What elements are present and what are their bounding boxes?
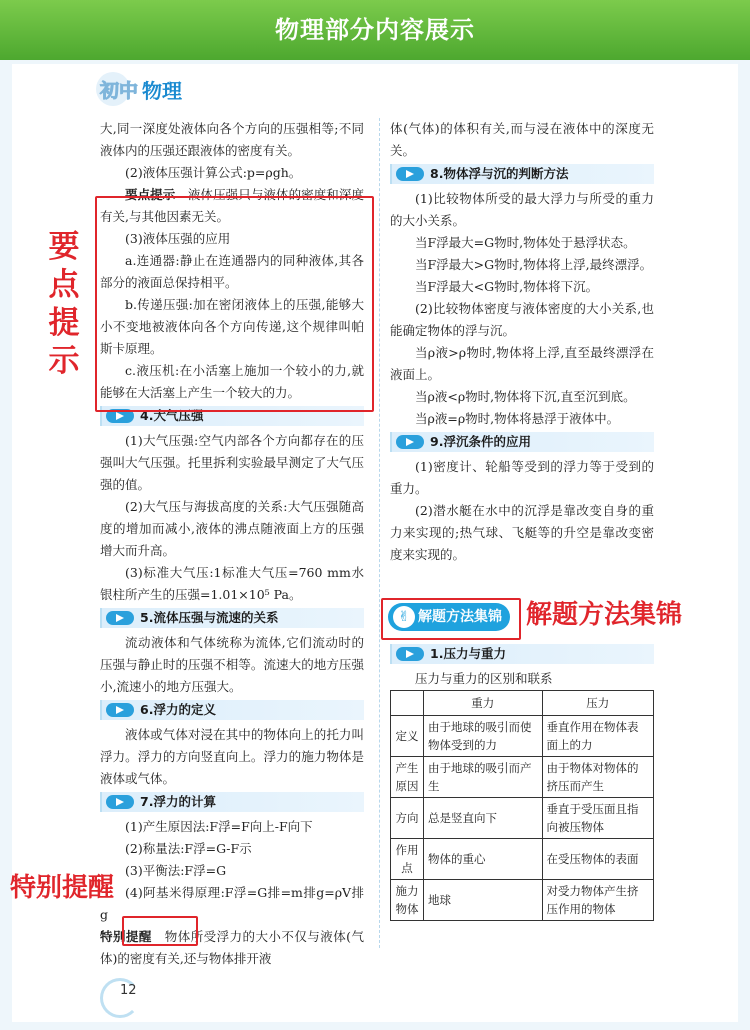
tip-label: 要点提示 bbox=[125, 187, 176, 202]
arrow-icon bbox=[106, 795, 134, 809]
table-header-row bbox=[391, 691, 654, 716]
paragraph: (1)密度计、轮船等受到的浮力等于受到的重力。 bbox=[390, 459, 654, 496]
logo-grade: 初中 bbox=[100, 79, 139, 102]
special-label: 特别提醒 bbox=[100, 929, 152, 944]
paragraph: (2)液体压强计算公式:p=ρgh。 bbox=[125, 165, 302, 180]
paragraph: b.传递压强:加在密闭液体上的压强,能够大小不变地被液体向各个方向传递,这个规律叫帕斯卡原理。 bbox=[100, 297, 364, 356]
section-heading bbox=[390, 644, 654, 664]
section-title: 5.流体压强与流速的关系 bbox=[140, 610, 279, 625]
table-cell: 由于物体对物体的挤压而产生 bbox=[542, 757, 654, 798]
subject-logo bbox=[96, 72, 182, 106]
annotation-method: 解题方法集锦 bbox=[526, 600, 683, 630]
table-cell: 对受力物体产生挤压作用的物体 bbox=[542, 880, 654, 921]
table-cell: 物体的重心 bbox=[424, 839, 543, 880]
paragraph: (2)潜水艇在水中的沉浮是靠改变自身的重力来实现的;热气球、飞艇等的升空是靠改变密度来实现的。 bbox=[390, 503, 654, 562]
section-title: 9.浮沉条件的应用 bbox=[430, 434, 531, 449]
arrow-icon bbox=[396, 435, 424, 449]
section-title: 1.压力与重力 bbox=[430, 646, 506, 661]
formula: (3)平衡法:F浮=G bbox=[125, 863, 227, 878]
table-header: 压力 bbox=[542, 691, 654, 716]
formula: (2)称量法:F浮=G-F示 bbox=[125, 841, 252, 856]
table-cell: 由于地球的吸引而使物体受到的力 bbox=[424, 716, 543, 757]
paragraph: 当F浮最大=G物时,物体处于悬浮状态。 bbox=[415, 235, 636, 250]
paragraph: 当ρ液=ρ物时,物体将悬浮于液体中。 bbox=[415, 411, 620, 426]
formula: (1)产生原因法:F浮=F向上-F向下 bbox=[125, 819, 313, 834]
table-cell: 产生原因 bbox=[391, 757, 424, 798]
column-divider bbox=[379, 118, 380, 948]
table-cell: 在受压物体的表面 bbox=[542, 839, 654, 880]
paragraph: 压力与重力的区别和联系 bbox=[415, 671, 553, 686]
paragraph: 当ρ液>ρ物时,物体将上浮,直至最终漂浮在液面上。 bbox=[390, 345, 654, 382]
table-cell: 作用点 bbox=[391, 839, 424, 880]
table-cell: 方向 bbox=[391, 798, 424, 839]
paragraph: 液体或气体对浸在其中的物体向上的托力叫浮力。浮力的方向竖直向上。浮力的施力物体是液体或气体。 bbox=[100, 727, 364, 786]
special-text: 物体所受浮力的大小不仅与液体(气体)的密度有关,还与物体排开液 bbox=[100, 929, 364, 966]
paragraph: (2)比较物体密度与液体密度的大小关系,也能确定物体的浮与沉。 bbox=[390, 301, 654, 338]
table-row bbox=[391, 839, 654, 880]
section-title: 7.浮力的计算 bbox=[140, 794, 216, 809]
paragraph: 大,同一深度处液体向各个方向的压强相等;不同液体内的压强还跟液体的密度有关。 bbox=[100, 121, 364, 158]
section-heading bbox=[390, 164, 654, 184]
comparison-table bbox=[390, 690, 654, 921]
paragraph: 体(气体)的体积有关,而与浸在液体中的深度无关。 bbox=[390, 121, 654, 158]
paragraph: 流动液体和气体统称为流体,它们流动时的压强与静止时的压强不相等。流速大的地方压强小,流速小的地方压强大。 bbox=[100, 635, 364, 694]
method-section bbox=[390, 642, 654, 921]
table-cell: 定义 bbox=[391, 716, 424, 757]
table-row bbox=[391, 716, 654, 757]
paragraph: (2)大气压与海拔高度的关系:大气压强随高度的增加而减小,液体的沸点随液面上方的压强增大而升高。 bbox=[100, 499, 364, 558]
tip-text: 液体压强只与液体的密度和深度有关,与其他因素无关。 bbox=[100, 187, 364, 224]
arrow-icon bbox=[106, 611, 134, 625]
title-banner bbox=[0, 0, 750, 60]
table-cell: 施力物体 bbox=[391, 880, 424, 921]
formula: (4)阿基米得原理:F浮=G排=m排g=ρV排g bbox=[100, 885, 364, 922]
arrow-icon bbox=[106, 703, 134, 717]
tip-highlight-box bbox=[95, 196, 374, 412]
paragraph: 当ρ液<ρ物时,物体将下沉,直至沉到底。 bbox=[415, 389, 636, 404]
table-cell: 总是竖直向下 bbox=[424, 798, 543, 839]
arrow-icon bbox=[396, 167, 424, 181]
logo-subject: 物理 bbox=[142, 78, 183, 103]
paragraph: (3)标准大气压:1标准大气压=760 mm水银柱所产生的压强=1.01×10⁵ Pa。 bbox=[100, 565, 364, 602]
table-row bbox=[391, 757, 654, 798]
table-cell: 地球 bbox=[424, 880, 543, 921]
section-heading bbox=[100, 792, 364, 812]
paragraph: 当F浮最大>G物时,物体将上浮,最终漂浮。 bbox=[415, 257, 653, 272]
table-cell: 垂直作用在物体表面上的力 bbox=[542, 716, 654, 757]
table-header: 重力 bbox=[424, 691, 543, 716]
table-cell: 垂直于受压面且指向被压物体 bbox=[542, 798, 654, 839]
section-heading bbox=[100, 700, 364, 720]
table-header bbox=[391, 691, 424, 716]
paragraph: (1)大气压强:空气内部各个方向都存在的压强叫大气压强。托里拆利实验最早测定了大气压强的值。 bbox=[100, 433, 364, 492]
annotation-special: 特别提醒 bbox=[10, 873, 115, 903]
paragraph: c.液压机:在小活塞上施加一个较小的力,就能够在大活塞上产生一个较大的力。 bbox=[100, 363, 364, 400]
section-title: 4.大气压强 bbox=[140, 408, 204, 423]
page-number: 12 bbox=[120, 983, 137, 998]
paragraph: (3)液体压强的应用 bbox=[125, 231, 231, 246]
table-row bbox=[391, 880, 654, 921]
annotation-tip: 要点提示 bbox=[48, 229, 80, 379]
paragraph: a.连通器:静止在连通器内的同种液体,其各部分的液面总保持相平。 bbox=[100, 253, 364, 290]
arrow-icon bbox=[396, 647, 424, 661]
section-heading bbox=[390, 432, 654, 452]
method-highlight-box bbox=[381, 598, 521, 640]
method-badge-label: 解题方法集锦 bbox=[418, 609, 502, 625]
section-title: 8.物体浮与沉的判断方法 bbox=[430, 166, 569, 181]
paragraph: (1)比较物体所受的最大浮力与所受的重力的大小关系。 bbox=[390, 191, 654, 228]
table-cell: 由于地球的吸引而产生 bbox=[424, 757, 543, 798]
table-row bbox=[391, 798, 654, 839]
section-title: 6.浮力的定义 bbox=[140, 702, 216, 717]
page-title: 物理部分内容展示 bbox=[275, 16, 475, 44]
right-column bbox=[390, 118, 654, 566]
victory-hand-icon: ✌ bbox=[393, 606, 415, 628]
paragraph: 当F浮最大<G物时,物体将下沉。 bbox=[415, 279, 599, 294]
section-heading bbox=[100, 608, 364, 628]
special-highlight-box bbox=[122, 916, 198, 946]
